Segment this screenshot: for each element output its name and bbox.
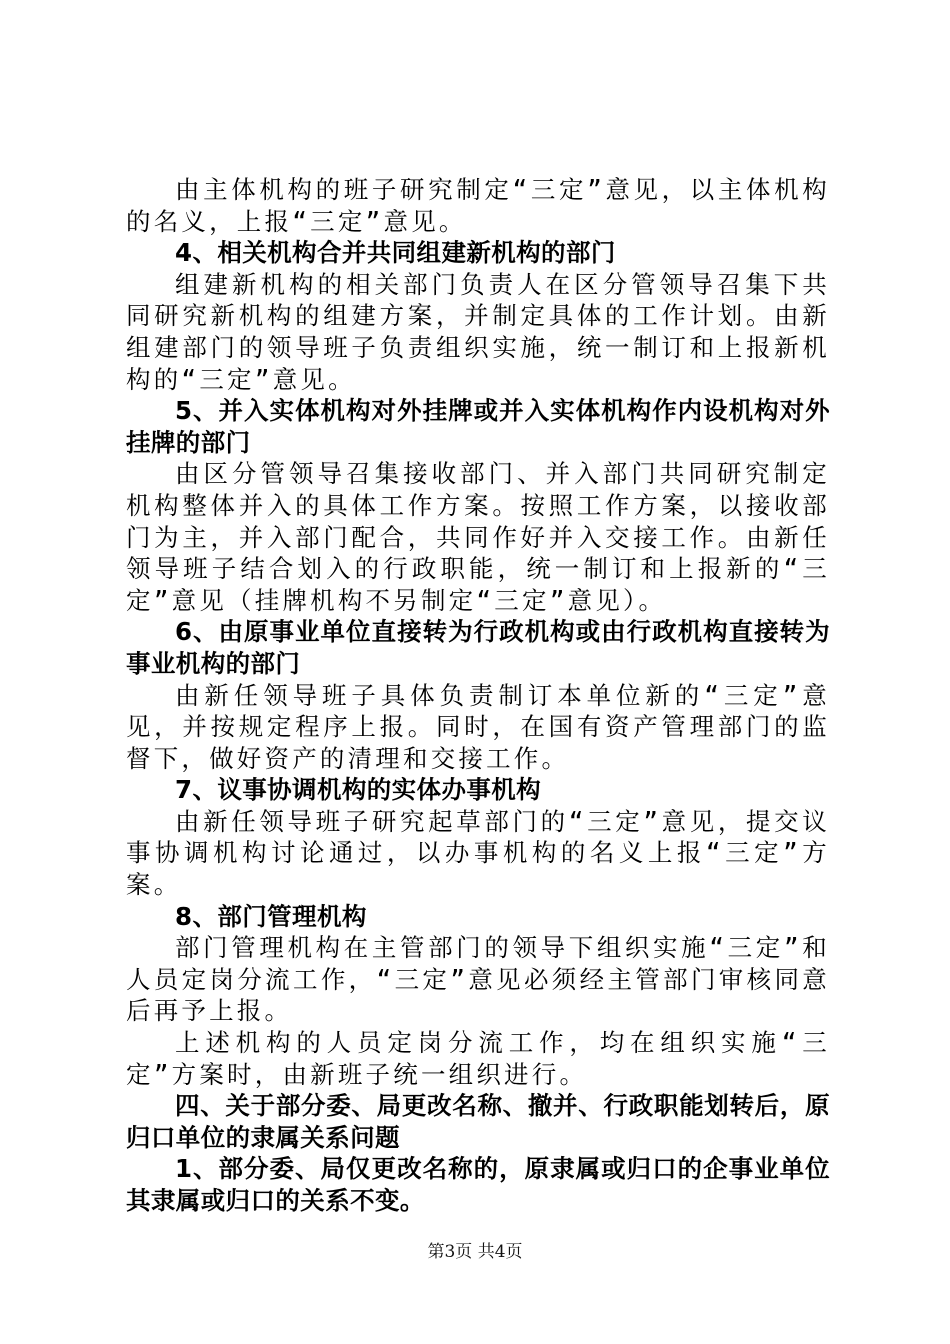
section-heading: 4、相关机构合并共同组建新机构的部门 (175, 238, 616, 268)
body-paragraph: 由新任领导班子研究起草部门的“三定”意见，提交议事协调机构讨论通过，以办事机构的名义上报“三定”方案。 (126, 806, 830, 900)
section-heading: 6、由原事业单位直接转为行政机构或由行政机构直接转为事业机构的部门 (126, 617, 830, 678)
section-heading: 1、部分委、局仅更改名称的，原隶属或归口的企事业单位其隶属或归口的关系不变。 (126, 1154, 830, 1215)
body-paragraph: 上述机构的人员定岗分流工作，均在组织实施“三定”方案时，由新班子统一组织进行。 (126, 1028, 830, 1089)
body-paragraph: 部门管理机构在主管部门的领导下组织实施“三定”和人员定岗分流工作，“三定”意见必须经主管部门审核同意后再予上报。 (126, 933, 830, 1026)
page-footer: 第3页 共4页 (427, 1242, 523, 1262)
body-paragraph: 组建新机构的相关部门负责人在区分管领导召集下共同研究新机构的组建方案，并制定具体的工作计划。由新组建部门的领导班子负责组织实施，统一制订和上报新机构的“三定”意见。 (126, 269, 830, 394)
body-paragraph: 由新任领导班子具体负责制订本单位新的“三定”意见，并按规定程序上报。同时，在国有资产管理部门的监督下，做好资产的清理和交接工作。 (126, 680, 830, 773)
section-heading: 5、并入实体机构对外挂牌或并入实体机构作内设机构对外挂牌的部门 (126, 396, 830, 457)
section-heading: 四、关于部分委、局更改名称、撤并、行政职能划转后，原归口单位的隶属关系问题 (126, 1091, 830, 1152)
body-paragraph: 由主体机构的班子研究制定“三定”意见，以主体机构的名义，上报“三定”意见。 (126, 175, 830, 236)
section-heading: 7、议事协调机构的实体办事机构 (175, 775, 542, 805)
section-heading: 8、部门管理机构 (175, 901, 367, 931)
body-paragraph: 由区分管领导召集接收部门、并入部门共同研究制定机构整体并入的具体工作方案。按照工作方案，以接收部门为主，并入部门配合，共同作好并入交接工作。由新任领导班子结合划入的行政职能，统一制订和上报新的“三定”意见（挂牌机构不另制定“三定”意见）。 (126, 459, 830, 615)
document-body (126, 174, 830, 1217)
